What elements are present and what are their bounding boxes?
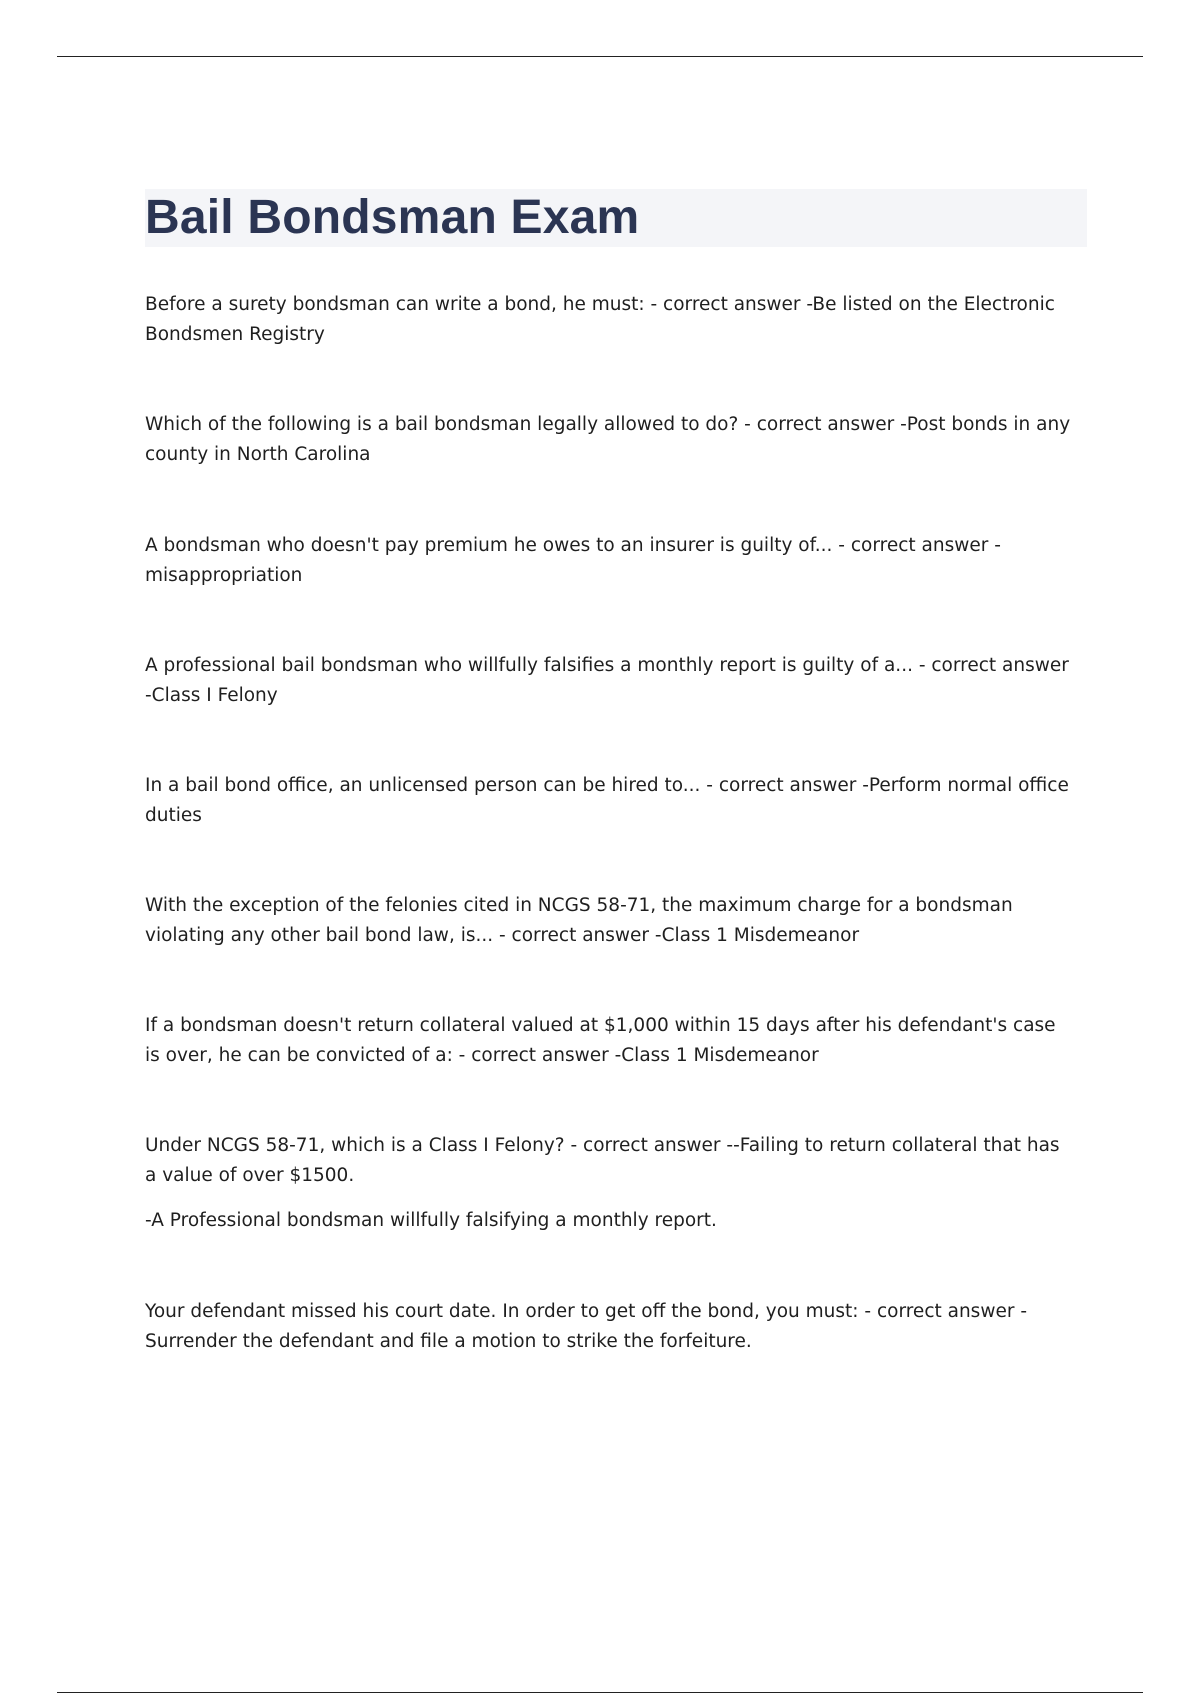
qa-item <box>145 531 1075 591</box>
qa-text: In a bail bond office, an unlicensed person can be hired to... - correct answer -Perform normal office duties <box>145 775 1069 826</box>
qa-item <box>145 1131 1075 1236</box>
qa-item <box>145 410 1075 470</box>
qa-item <box>145 891 1075 951</box>
qa-text: Under NCGS 58-71, which is a Class I Felony? - correct answer --Failing to return collateral that has a value of over $1500. <box>145 1135 1060 1186</box>
qa-item <box>145 651 1075 711</box>
qa-text: Which of the following is a bail bondsman legally allowed to do? - correct answer -Post bonds in any county in North Carolina <box>145 414 1071 465</box>
qa-text: Before a surety bondsman can write a bond, he must: - correct answer -Be listed on the Electronic Bondsmen Registry <box>145 294 1055 345</box>
qa-text: A bondsman who doesn't pay premium he owes to an insurer is guilty of... - correct answer -misappropriation <box>145 535 1001 586</box>
bottom-divider <box>57 1692 1143 1693</box>
qa-text: If a bondsman doesn't return collateral valued at $1,000 within 15 days after his defendant's case is over, he can be convicted of a: - correct answer -Class 1 Misdemeanor <box>145 1015 1056 1066</box>
qa-item <box>145 1011 1075 1071</box>
qa-text: A professional bail bondsman who willfully falsifies a monthly report is guilty of a... - correct answer -Class I Felony <box>145 655 1069 706</box>
qa-text: With the exception of the felonies cited in NCGS 58-71, the maximum charge for a bondsman violating any other bail bond law, is... - correct answer -Class 1 Misdemeanor <box>145 895 1013 946</box>
qa-continuation: -A Professional bondsman willfully falsifying a monthly report. <box>145 1210 717 1231</box>
qa-item <box>145 1297 1075 1357</box>
top-divider <box>57 56 1143 57</box>
page-title: Bail Bondsman Exam <box>145 191 640 244</box>
qa-item <box>145 290 1075 350</box>
qa-item <box>145 771 1075 831</box>
qa-text: Your defendant missed his court date. In order to get off the bond, you must: - correct answer -Surrender the defendant and file a motion to strike the forfeiture. <box>145 1301 1027 1352</box>
